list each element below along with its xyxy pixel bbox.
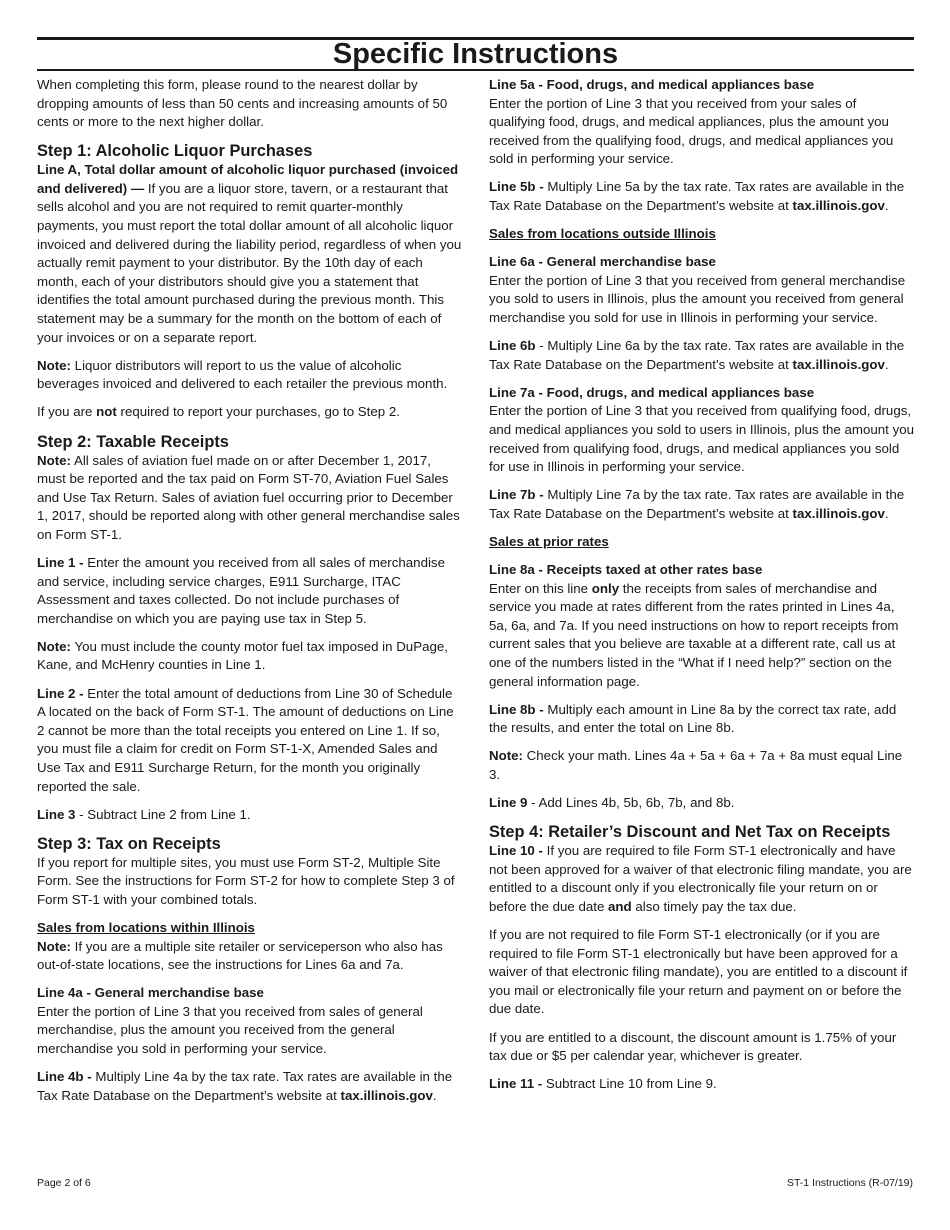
line-5b-label: Line 5b - xyxy=(489,179,544,195)
line-9-paragraph xyxy=(489,794,914,813)
prior-rates-heading: Sales at prior rates xyxy=(489,533,609,549)
line-a-text: If you are a liquor store, tavern, or a restaurant that sells alcohol and you are not required to remit quarter-monthly payments, you must report the total dollar amount of all alcoholic liquor invoiced and delivered during the liability period, regardless of when you actually remit payment to your distributor. By the 10th day of each month, each of your distributors should give you a statement that identifies the total amount purchased during the previous month. This statement may be a summary for the month on the bottom of each of your invoices or on a separate report. xyxy=(37,180,462,345)
step4-heading: Step 4: Retailer’s Discount and Net Tax on Receipts xyxy=(489,823,891,842)
line-8b-text: Multiply each amount in Line 8a by the correct tax rate, add the results, and enter the total on Line 8b. xyxy=(489,701,897,736)
page-number: Page 2 of 6 xyxy=(37,1177,91,1189)
line-10-bold: and xyxy=(608,898,632,914)
line-11-text: Subtract Line 10 from Line 9. xyxy=(542,1076,717,1092)
line-9-label: Line 9 xyxy=(489,795,528,811)
line-1-text: Enter the amount you received from all sales of merchandise and service, including service charges, E911 Surcharge, ITAC Assessment and taxes collected. Do not include purchases of merchandise on which you are paying use tax in Step 5. xyxy=(37,554,445,626)
note-text: Check your math. Lines 4a + 5a + 6a + 7a + 8a must equal Line 3. xyxy=(489,748,903,782)
line-6b-text: - Multiply Line 6a by the tax rate. Tax rates are available in the Tax Rate Database on the Department’s website at xyxy=(489,338,905,372)
line-a-label: Line A, Total dollar amount of alcoholic liquor purchased (invoiced and delivered) — xyxy=(37,162,459,196)
period: . xyxy=(884,198,889,214)
within-illinois-heading: Sales from locations within Illinois xyxy=(37,919,255,935)
line-9-text: - Add Lines 4b, 5b, 6b, 7b, and 8b. xyxy=(527,795,735,811)
line-3-label: Line 3 xyxy=(37,806,76,822)
step3-heading: Step 3: Tax on Receipts xyxy=(37,834,221,853)
page-title: Specific Instructions xyxy=(332,38,619,70)
note-label: Note: xyxy=(37,452,71,468)
line-2-paragraph xyxy=(37,685,462,797)
step2-note-fuel xyxy=(37,638,462,675)
period: . xyxy=(884,505,889,521)
line-1-label: Line 1 - xyxy=(37,554,84,570)
line-4b-label: Line 4b - xyxy=(37,1069,92,1085)
line-8b-paragraph xyxy=(489,701,914,738)
rounding-intro: When completing this form, please round to the nearest dollar by dropping amounts of less than 50 cents and increasing amounts of 50 cents or more to the next higher dollar. xyxy=(37,77,448,130)
line-7b-paragraph xyxy=(489,486,914,523)
line-7a-heading: Line 7a - Food, drugs, and medical appliances base xyxy=(489,384,815,400)
website-text: tax.illinois.gov xyxy=(340,1087,433,1103)
line-5a-heading: Line 5a - Food, drugs, and medical appliances base xyxy=(489,77,815,92)
line-4a-heading: Line 4a - General merchandise base xyxy=(37,985,264,1001)
step3-intro: If you report for multiple sites, you must use Form ST-2, Multiple Site Form. See the instructions for Form ST-2 for how to complete Step 3 of Form ST-1 with your combined totals. xyxy=(37,854,455,907)
line-3-text: - Subtract Line 2 from Line 1. xyxy=(75,806,251,822)
skip-pre: If you are xyxy=(37,404,97,420)
line-11-paragraph xyxy=(489,1075,914,1094)
line-5a-text: Enter the portion of Line 3 that you received from your sales of qualifying food, drugs, and medical appliances, plus the amount you received from the qualifying food, drugs, and medical appliances you sold in performing your service. xyxy=(489,95,894,167)
line-2-text: Enter the total amount of deductions from Line 30 of Schedule A located on the back of Form ST-1. The amount of deductions on Line 2 cannot be more than the total receipts you entered on Line 1. If so, you must file a claim for credit on Form ST-1-X, Amended Sales and Use Tax and E911 Surcharge Return, for the month you originally reported the sale. xyxy=(37,685,454,794)
note-label: Note: xyxy=(489,748,523,764)
line-4a-text: Enter the portion of Line 3 that you received from sales of general merchandise, plus the amount you received from the general merchandise you sold in performing your service. xyxy=(37,1003,423,1057)
outside-illinois-heading: Sales from locations outside Illinois xyxy=(489,226,716,242)
line-10-post: also timely pay the tax due. xyxy=(631,898,797,914)
line-6b-paragraph xyxy=(489,337,914,374)
math-note xyxy=(489,747,914,784)
line-8a-post: the receipts from sales of merchandise and service you made at rates different from the rates printed in Lines 4a, 5a, 6a, and 7a. If you need instructions on how to report receipts from current sales that you believe are taxable at a different rate, call us at one of the numbers listed in the “What if I need help?” section on the general information page. xyxy=(489,580,899,689)
line-8a-bold: only xyxy=(591,580,620,596)
line-7a-text: Enter the portion of Line 3 that you received from qualifying food, drugs, and medical appliances you sold to users in Illinois, plus the amount you received from qualifying food, drugs, and medical appliances you sold for use in Illinois in performing your service. xyxy=(489,403,915,475)
line-4b-text: Multiply Line 4a by the tax rate. Tax rates are available in the Tax Rate Database on the Department’s website at xyxy=(37,1069,453,1103)
line-7b-text: Multiply Line 7a by the tax rate. Tax rates are available in the Tax Rate Database on the Department’s website at xyxy=(489,487,905,521)
website-text: tax.illinois.gov xyxy=(792,198,885,214)
line-2-label: Line 2 - xyxy=(37,685,84,701)
title-rule-bottom xyxy=(37,69,914,71)
line-4b-paragraph xyxy=(37,1068,462,1105)
line-10-label: Line 10 - xyxy=(489,843,543,859)
note-text: If you are a multiple site retailer or serviceperson who also has out-of-state locations, see the instructions for Lines 6a and 7a. xyxy=(37,938,443,973)
line-11-label: Line 11 - xyxy=(489,1076,543,1092)
period: . xyxy=(432,1087,437,1103)
not-required-paragraph: If you are not required to file Form ST-1 electronically (or if you are required to file Form ST-1 electronically but have been approved for a waiver of that electronic filing mandate), you are entitled to a discount if you mail or electronically file your return and payment on or before the due date. xyxy=(489,927,908,1017)
step1-skip xyxy=(37,403,462,422)
website-text: tax.illinois.gov xyxy=(792,505,885,521)
skip-bold: not xyxy=(96,404,117,420)
note-text: All sales of aviation fuel made on or after December 1, 2017, must be reported and the tax paid on Form ST-70, Aviation Fuel Sales and Use Tax Return. Sales of aviation fuel occurring prior to December 1, 2017, should be reported along with other general merchandise sales on Form ST-1. xyxy=(37,452,460,542)
note-label: Note: xyxy=(37,357,71,373)
step3-note xyxy=(37,938,462,975)
line-5b-text: Multiply Line 5a by the tax rate. Tax rates are available in the Tax Rate Database on the Department’s website at xyxy=(489,179,905,214)
left-column xyxy=(37,76,462,1115)
website-text: tax.illinois.gov xyxy=(792,356,885,372)
line-10-pre: If you are required to file Form ST-1 electronically and have not been approved for a waiver of that electronic filing mandate, you are entitled to a discount only if you electronically file your return on or before the due date xyxy=(489,843,912,914)
line-8b-label: Line 8b - xyxy=(489,701,544,717)
discount-paragraph: If you are entitled to a discount, the discount amount is 1.75% of your tax due or $5 per calendar year, whichever is greater. xyxy=(489,1029,897,1064)
step1-note xyxy=(37,357,462,394)
line-6b-label: Line 6b xyxy=(489,338,536,354)
line-1-paragraph xyxy=(37,554,462,628)
note-text: Liquor distributors will report to us the value of alcoholic beverages invoiced and delivered to each retailer the previous month. xyxy=(37,357,448,392)
form-id: ST-1 Instructions (R-07/19) xyxy=(786,1177,913,1189)
period: . xyxy=(884,356,889,372)
line-10-paragraph xyxy=(489,842,914,916)
line-8a-heading: Line 8a - Receipts taxed at other rates base xyxy=(489,562,763,578)
line-6a-heading: Line 6a - General merchandise base xyxy=(489,254,716,270)
note-label: Note: xyxy=(37,638,71,654)
line-a-paragraph xyxy=(37,161,462,347)
right-column xyxy=(489,76,914,1103)
step2-note-aviation xyxy=(37,452,462,545)
line-5b-paragraph xyxy=(489,178,914,215)
note-text: You must include the county motor fuel tax imposed in DuPage, Kane, and McHenry counties in Line 1. xyxy=(37,638,448,673)
line-3-paragraph xyxy=(37,806,462,825)
step2-heading: Step 2: Taxable Receipts xyxy=(37,432,229,451)
line-7b-label: Line 7b - xyxy=(489,487,544,503)
line-6a-text: Enter the portion of Line 3 that you received from general merchandise you sold to users in Illinois, plus the amount you received from general merchandise you sold for use in Illinois in performing your service. xyxy=(489,272,906,326)
line-8a-paragraph xyxy=(489,580,914,692)
note-label: Note: xyxy=(37,938,71,954)
line-8a-pre: Enter on this line xyxy=(489,580,592,596)
skip-post: required to report your purchases, go to Step 2. xyxy=(116,404,400,420)
step1-heading: Step 1: Alcoholic Liquor Purchases xyxy=(37,142,313,161)
